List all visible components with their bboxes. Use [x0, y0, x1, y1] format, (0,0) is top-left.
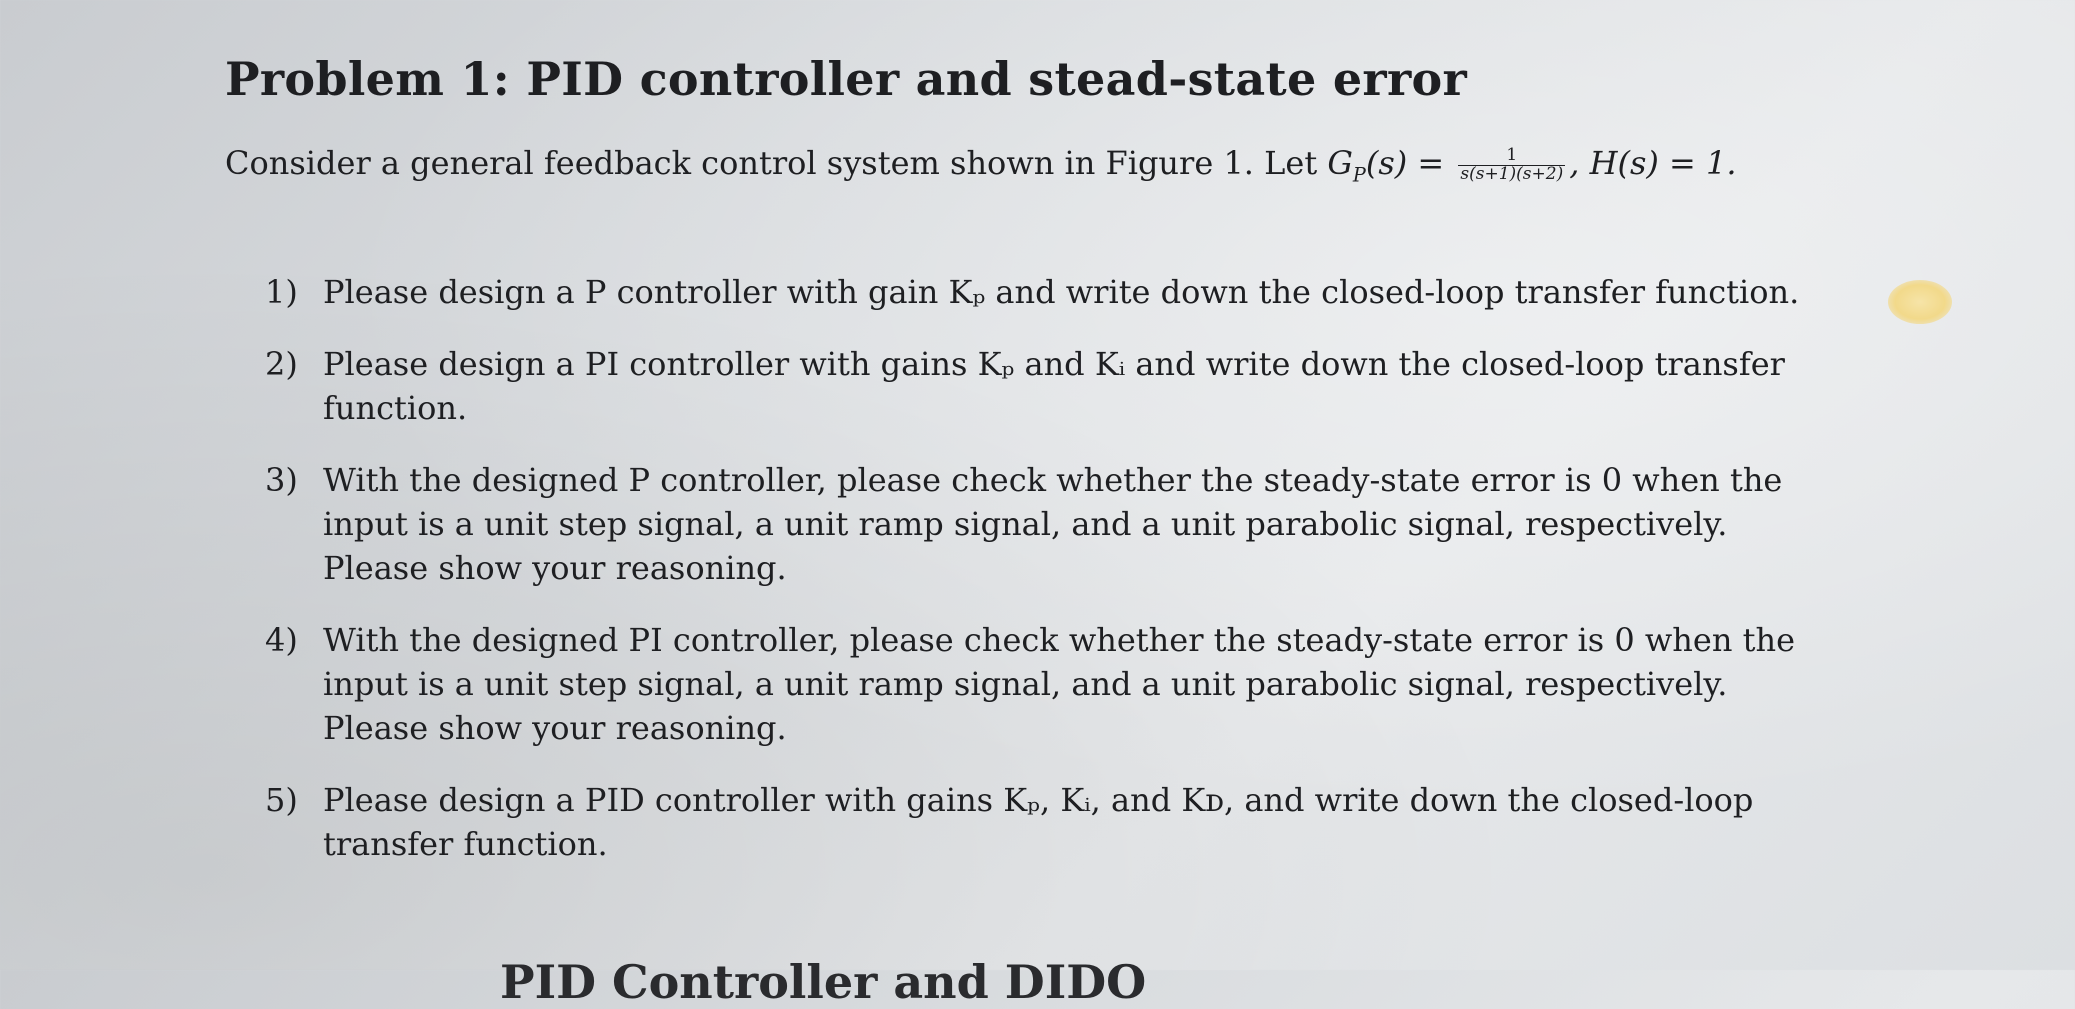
item-number: 3): [265, 461, 298, 499]
fraction-denominator: s(s+1)(s+2): [1460, 164, 1564, 184]
item-text: Please design a PI controller with gains Kₚ and Kᵢ and write down the closed-loop transfer function.: [323, 345, 1785, 427]
item-text: With the designed PI controller, please check whether the steady-state error is 0 when the input is a unit step signal, a unit ramp signal, and a unit parabolic signal, respectively. Please show your reasoning.: [323, 621, 1795, 747]
intro-text: Consider a general feedback control system shown in Figure 1. Let: [225, 144, 1328, 182]
list-item: [265, 778, 1835, 866]
item-number: 1): [265, 273, 298, 311]
list-item: [265, 342, 1835, 430]
list-item: [265, 618, 1835, 750]
transfer-fraction: [1458, 147, 1565, 184]
question-list: [265, 270, 1835, 894]
list-item: [265, 458, 1835, 590]
light-glare: [1888, 280, 1952, 324]
item-number: 2): [265, 345, 298, 383]
item-number: 5): [265, 781, 298, 819]
item-number: 4): [265, 621, 298, 659]
item-text: With the designed P controller, please check whether the steady-state error is 0 when the input is a unit step signal, a unit ramp signal, and a unit parabolic signal, respectively. Please show your reasoning.: [323, 461, 1783, 587]
problem-title: Problem 1: PID controller and stead-state error: [225, 52, 1468, 106]
problem-intro: [225, 144, 1737, 186]
list-item: [265, 270, 1835, 314]
fraction-numerator: 1: [1458, 147, 1565, 166]
next-heading-fragment: PID Controller and DIDO: [500, 955, 1147, 1009]
gp-symbol: $G_P(s)$ =: [1327, 144, 1455, 187]
item-text: Please design a PID controller with gains Kₚ, Kᵢ, and Kᴅ, and write down the closed-loop transfer function.: [323, 781, 1754, 863]
item-text: Please design a P controller with gain Kₚ and write down the closed-loop transfer function.: [323, 273, 1800, 311]
h-expression: , H(s) = 1.: [1569, 144, 1737, 182]
